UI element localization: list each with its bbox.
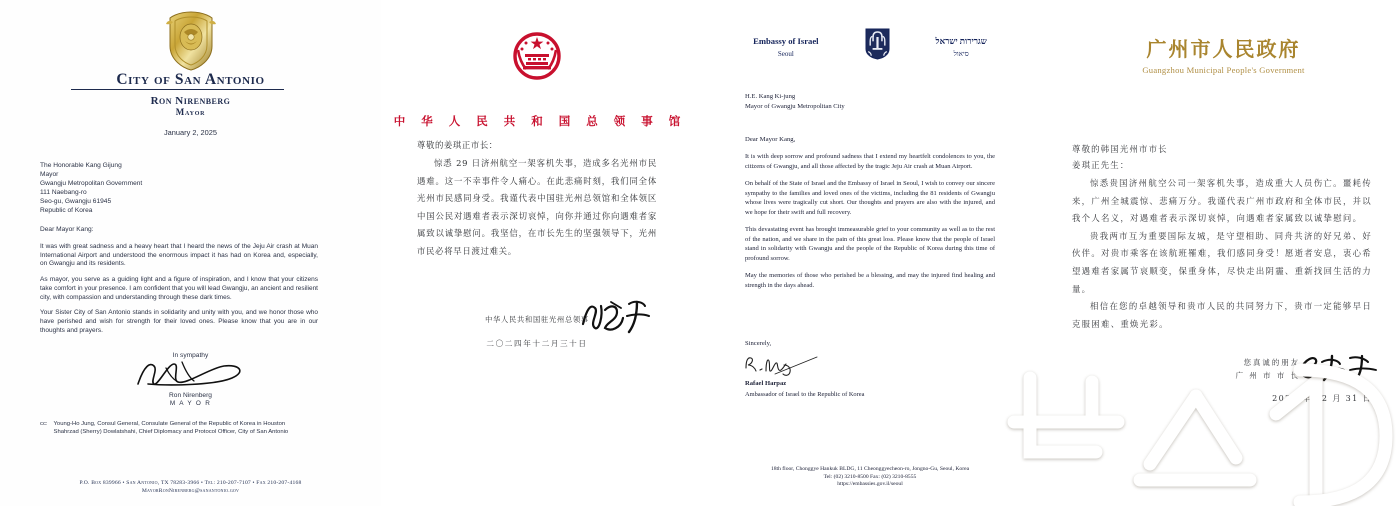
recipient-line: Mayor [40,170,59,178]
recipient-address [40,162,290,215]
body-paragraph: 惊悉贵国济州航空公司一架客机失事，造成重大人员伤亡。噩耗传来，广州全城震惊、悲痛万分。我谨代表广州市政府和全体市民，并以我个人名义，对遇难者表示深切哀悼，向遇难者家属致以诚挚慰问。 [1072,178,1372,224]
prc-national-emblem-icon [381,30,693,82]
signature-name: Rafael Harpaz [745,380,787,387]
signature-title: Ambassador of Israel to the Republic of Korea [745,391,865,398]
footer-url[interactable]: https://embassies.gov.il/seoul [837,481,903,488]
recipient-line: Gwangju Metropolitan Government [40,179,143,187]
letterhead-footer [693,466,1047,489]
body-paragraph: 惊悉 29 日济州航空一架客机失事，造成多名光州市民遇难。这一不幸事件令人痛心。在此悲痛时刻，我们同全体光州市民感同身受。我谨代表中国驻光州总领馆和全体领区中国公民对遇难者表示深切哀悼，向你并通过你向遇难者家属致以诚挚慰问。我坚信，在市长先生的坚强领导下，光州市民必将早日渡过难关。 [417,158,657,256]
letterhead-organization-en: Guangzhou Municipal People's Government [1142,65,1305,75]
letterhead-footer [0,480,381,494]
body-paragraph: May the memories of those who perished be a blessing, and may the injured find healing and strength in the days ahead. [745,272,995,289]
body-paragraph: As mayor, you serve as a guiding light and a figure of inspiration, and I know that your citizens take comfort in your presence. I am confident that you will lead Gwangju, an ancient and resilient city, with compassion and understanding through these dark times. [40,276,318,301]
document-guangzhou-letter [1047,0,1400,506]
letterhead [693,28,1047,65]
footer-address: P.O. Box 839966 • San Antonio, TX 78283-3966 • Tel: 210-207-7107 • Fax 210-207-4168 [79,480,302,486]
letter-body [1072,175,1372,333]
cc-line: Shahrzad (Sherry) Dowlatshahi, Chief Diplomacy and Protocol Officer, City of San Antonio [53,429,289,436]
title-divider [71,89,284,90]
letterhead-english [753,36,818,58]
recipient-line: The Honorable Kang Gijung [40,162,122,169]
page-title: City of San Antonio [116,71,265,88]
footer-address: 18th floor, Chonggye Hankuk BLDG, 11 Cheonggyecheon-ro, Jongno-Gu, Seoul, Korea [770,466,970,473]
city-seal-icon [0,10,381,72]
document-prc-consulate-letter [381,0,693,506]
letter-date: January 2, 2025 [163,128,217,137]
letter-body [40,243,318,342]
recipient-line: Mayor of Gwangju Metropolitan City [745,102,845,110]
letterhead-official-name: Ron Nirenberg [150,95,231,107]
body-paragraph: It is with deep sorrow and profound sadness that I extend my heartfelt condolences to you, the citizens of Gwangju, and all those affected by the tragic Jeju Air crash at Muan Airport. [745,153,995,170]
cc-label: cc: [40,421,48,427]
footer-phone: Tel: (02) 3210-8500 Fax: (02) 3210-8555 [823,473,917,480]
salutation [1072,141,1168,173]
signature-name: Ron Nirenberg [169,392,212,399]
signature-mark [577,294,653,340]
document-san-antonio-letter [0,0,381,506]
document-israel-embassy-letter [693,0,1047,506]
closing-phrase: In sympathy [172,352,209,359]
letterhead-official-title: Mayor [175,107,206,117]
letter-body [745,152,995,298]
salutation-line: 尊敬的韩国光州市市长 [1072,144,1168,154]
body-paragraph: 贵我两市互为重要国际友城，是守望相助、同舟共济的好兄弟、好伙伴。对贵市乘客在该航班罹难，我们感同身受！愿逝者安息，衷心希望遇难者家属节哀顺变，保重身体，尽快走出阴霾、重新找回生活的力量。 [1072,230,1372,294]
letterhead-city-he: סיאול [953,49,969,58]
body-paragraph: On behalf of the State of Israel and the Embassy of Israel in Seoul, I wish to convey our sincere sympathy to the families and loved ones of the victims, including the 81 residents of Gwangju whose lives were tragically cut short. Our thoughts and prayers are also with the injured, and we hope for their swift and full recovery. [745,180,995,216]
cc-block [40,420,340,436]
signature-title: 中华人民共和国驻光州总领事 [485,315,589,324]
salutation: 尊敬的姜琪正市长： [417,140,498,150]
letterhead-city-en: Seoul [777,49,794,58]
cc-line: Young-Ho Jung, Consul General, Consulate General of the Republic of Korea in Houston [53,421,286,427]
salutation: Dear Mayor Kang: [40,226,94,233]
letterhead-organization-en: Embassy of Israel [753,35,819,46]
body-paragraph: This devastating event has brought immeasurable grief to your community as well as to the rest of the nation, and we share in the pain of this great loss. Please know that the people of Israel stand in solidarity with Gwangju and the people of the Republic of Korea during this time of profound sorrow. [745,226,995,262]
closing-block [1236,356,1300,382]
footer-email: MayorRonNirenberg@sanantonio.gov [141,488,240,494]
closing-phrase: 您真诚的朋友 [1243,358,1300,367]
letterhead [1047,33,1400,75]
salutation: Dear Mayor Kang, [745,136,796,143]
letterhead-organization: 中 华 人 民 共 和 国 总 领 事 馆 [393,114,687,128]
signature-mark [1296,350,1382,386]
recipient-line: 111 Naebang-ro [40,188,87,196]
body-paragraph: It was with great sadness and a heavy heart that I heard the news of the Jeju Air crash at Muan International Airport and understood the enormous impact it has had on Korea and, especially, on Gwangju and its residents. [40,243,318,268]
signature-title: M A Y O R [169,400,212,407]
closing-phrase: Sincerely, [745,340,772,347]
signature-mark [120,358,270,390]
letter-date: 二〇二四年十二月三十日 [486,339,588,348]
israel-state-emblem-icon [865,28,890,65]
letterhead-hebrew [936,36,987,58]
recipient-line: H.E. Kang Ki-jung [745,93,796,100]
signature-title: 广 州 市 市 长 [1235,371,1300,380]
letter-date: 2024 年 12 月 31 日 [1272,394,1372,403]
letter-body [417,155,657,260]
letterhead-organization-he: שגרירות ישראל [935,35,987,46]
body-paragraph: 相信在您的卓越领导和贵市人民的共同努力下，贵市一定能够早日克服困难、重焕光彩。 [1072,301,1372,329]
recipient-line: Seo-gu, Gwangju 61945 [40,197,112,205]
recipient-address [745,92,845,111]
body-paragraph: Your Sister City of San Antonio stands in solidarity and unity with you, and we honor those who have perished and wish for strength for their loved ones. Please know that you are in our thoughts and prayers. [40,309,318,334]
letterhead-organization-cn: 广州市人民政府 [1146,37,1301,61]
cc-recipients [54,420,289,436]
recipient-line: Republic of Korea [40,206,93,214]
salutation-line: 姜琪正先生： [1072,160,1130,170]
signature-mark [743,352,821,378]
